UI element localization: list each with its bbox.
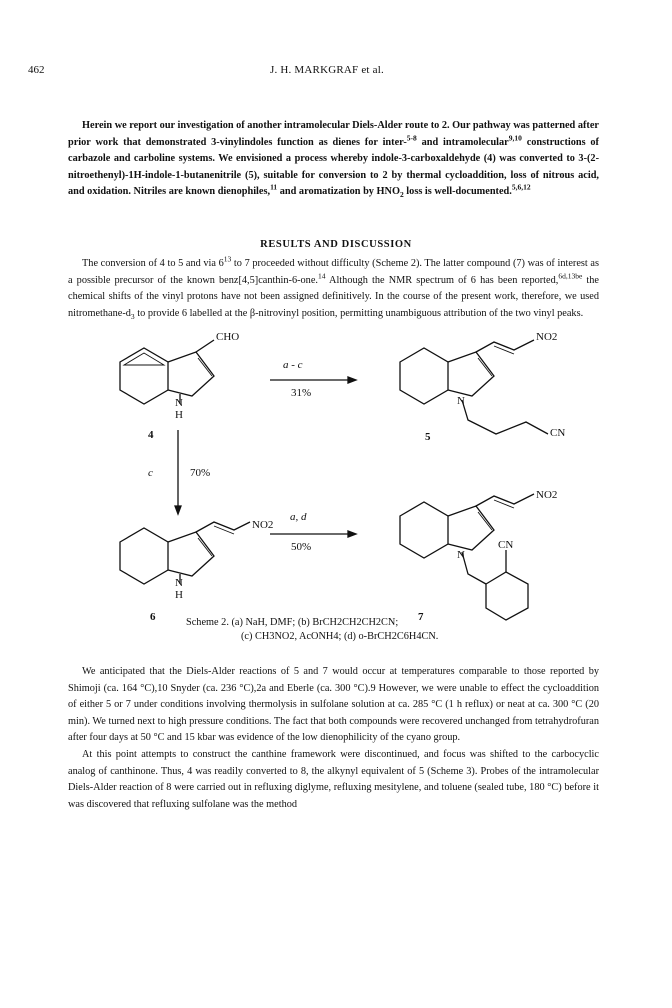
discussion-paragraph-1: We anticipated that the Diels-Alder reactions of 5 and 7 would occur at temperatures comparable to those reported by Shimoji (ca. 164 °C),10 Snyder (ca. 236 °C),2a and Eberle (ca. 300 °C).9 However, we were unable to effect the cycloaddition of either 5 or 7 under conditions involving thermolysis in sulfolane solution at ca. 285 °C (1 h reflux) or neat at ca. 300 °C (20 min). We turned next to high pressure conditions. The fact that both compounds were recovered unchanged from tetrahydrofuran after four days at 50 °C and 15 kbar was evidence of the low dienophilicity of the cyano group. xyxy=(68,666,599,744)
cn-label-5: CN xyxy=(550,427,566,439)
cn-label-7: CN xyxy=(498,539,514,551)
hno2-subscript: 2 xyxy=(399,190,404,200)
n-label-4: N xyxy=(175,397,183,409)
intro-paragraph xyxy=(68,118,599,201)
caption-line-2: (c) CH3NO2, AcONH4; (d) o-BrCH2C6H4CN. xyxy=(241,631,439,642)
cho-label: CHO xyxy=(216,331,240,343)
n-label-7: N xyxy=(457,549,465,561)
arrow-head-4-to-6 xyxy=(175,506,181,514)
arrow-3-yield: 50% xyxy=(291,541,312,553)
compound-4-label: 4 xyxy=(148,429,154,441)
ref-6d-13be: 6d,13be xyxy=(558,271,583,281)
compound-5-label: 5 xyxy=(425,431,431,443)
arrow-head-6-to-7 xyxy=(348,531,356,537)
compound-7-structure xyxy=(400,494,534,620)
section-heading: RESULTS AND DISCUSSION xyxy=(260,239,412,250)
results-paragraph xyxy=(68,256,599,322)
page-number: 462 xyxy=(28,64,45,76)
h-label-4: H xyxy=(175,409,183,421)
running-head: J. H. MARKGRAF et al. xyxy=(270,64,384,76)
discussion-paragraphs xyxy=(68,664,599,813)
no2-label-7: NO2 xyxy=(536,489,558,501)
compound-5-structure xyxy=(400,340,548,434)
results-text-2: to 7 proceeded without difficulty (Scheme 2). The latter compound (7) was of interest as a possible precursor of the known benz[4,5]canthin-6-one. xyxy=(68,258,600,286)
arrow-1-yield: 31% xyxy=(291,387,312,399)
no2-label-6: NO2 xyxy=(252,519,274,531)
intro-text-1: Herein we report our investigation of another intramolecular Diels-Alder route to 2. Our pathway was patterned after prior work that demonstrated 3-vinylindoles function as dienes for inter- xyxy=(68,120,599,148)
arrow-3-reagents: a, d xyxy=(290,511,307,523)
d3-subscript: 3 xyxy=(130,311,135,321)
arrow-head-4-to-5 xyxy=(348,377,356,383)
ref-11: 11 xyxy=(270,182,278,192)
caption-line-1: Scheme 2. (a) NaH, DMF; (b) BrCH2CH2CH2CN; xyxy=(186,617,399,628)
ref-5-6-12: 5,6,12 xyxy=(511,182,531,192)
results-text-4: the chemical shifts of the vinyl protons have not been assigned definitively. In the course of the present work, therefore, we used nitromethane-d xyxy=(68,274,599,319)
compound-6-structure xyxy=(120,522,250,584)
ref-14: 14 xyxy=(317,271,326,281)
compound-7-label: 7 xyxy=(418,611,424,623)
arrow-2-yield: 70% xyxy=(190,467,211,479)
discussion-paragraph-2: At this point attempts to construct the canthine framework were discontinued, and focus was shifted to the carbocyclic analog of canthinone. Thus, 4 was readily converted to 8, the alkynyl equivalent of 5 (Scheme 3). Probes of the intramolecular Diels-Alder reaction of 8 were carried out in refluxing diglyme, refluxing mesitylene, and toluene (sealed tube, 180 °C) before it was discovered that refluxing sulfolane was the method xyxy=(68,748,599,810)
intro-text-4: and aromatization by HNO xyxy=(277,186,400,198)
ref-9-10: 9,10 xyxy=(508,133,522,143)
intro-text-5: loss is well-documented. xyxy=(403,186,512,198)
compound-4-structure xyxy=(120,340,214,404)
intro-text-2: and intramolecular xyxy=(416,136,509,148)
reaction-scheme xyxy=(0,331,672,628)
results-text-5: to provide 6 labelled at the β-nitrovinyl position, permitting unambiguous attribution of the two vinyl peaks. xyxy=(134,307,584,319)
results-text-1: The conversion of 4 to 5 and via 6 xyxy=(82,258,224,269)
no2-label-5: NO2 xyxy=(536,331,558,343)
compound-6-label: 6 xyxy=(150,611,156,623)
ref-5-8: 5-8 xyxy=(406,133,417,143)
results-text-3: Although the NMR spectrum of 6 has been reported, xyxy=(325,274,559,286)
arrow-1-reagents: a - c xyxy=(283,359,303,371)
h-label-6: H xyxy=(175,589,183,601)
n-label-5: N xyxy=(457,395,465,407)
n-label-6: N xyxy=(175,577,183,589)
arrow-2-reagent: c xyxy=(148,467,153,479)
intro-text-3: constructions of carbazole and carboline systems. We envisioned a process whereby indole-3-carboxaldehyde (4) was converted to 3-(2-nitroethenyl)-1H-indole-1-butanenitrile (5), suitable for conversion to 2 by thermal cycloaddition, loss of nitrous acid, and oxidation. Nitriles are known dienophiles, xyxy=(68,136,599,198)
ref-13: 13 xyxy=(223,254,232,264)
